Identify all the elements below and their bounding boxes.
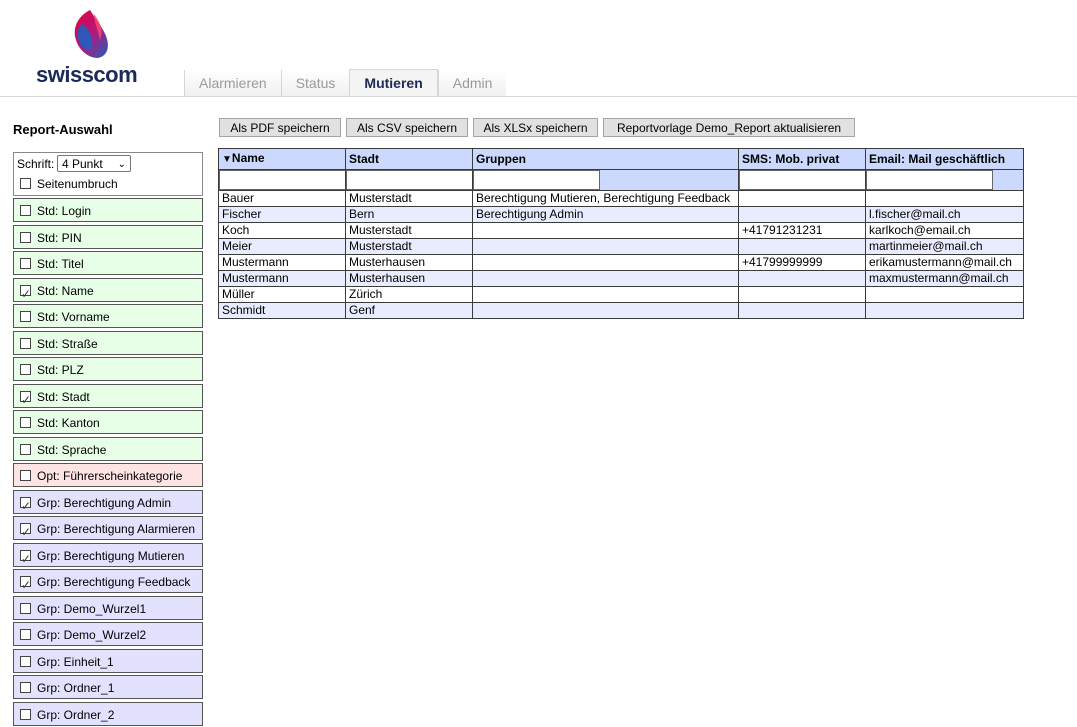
report-field-option[interactable]	[13, 516, 203, 540]
table-row[interactable]	[219, 255, 1024, 271]
table-cell: maxmustermann@mail.ch	[866, 271, 1024, 287]
table-row[interactable]	[219, 271, 1024, 287]
report-field-label: Grp: Ordner_1	[37, 681, 115, 695]
table-row[interactable]	[219, 287, 1024, 303]
table-cell	[473, 239, 739, 255]
filter-cell-name	[219, 170, 346, 191]
table-cell: Mustermann	[219, 271, 346, 287]
table-cell	[473, 255, 739, 271]
column-header-gruppen[interactable]: Gruppen	[473, 149, 739, 170]
font-settings-box	[13, 152, 203, 196]
table-cell: martinmeier@mail.ch	[866, 239, 1024, 255]
report-field-option[interactable]	[13, 304, 203, 328]
report-field-label: Grp: Demo_Wurzel1	[37, 602, 147, 616]
checkbox[interactable]	[20, 629, 31, 640]
column-header-name[interactable]: ▼Name	[219, 149, 346, 170]
table-cell: +41791231231	[739, 223, 866, 239]
pagebreak-checkbox[interactable]	[20, 178, 31, 189]
update-report-template-button[interactable]: Reportvorlage Demo_Report aktualisieren	[603, 118, 855, 137]
table-row[interactable]	[219, 207, 1024, 223]
checkbox[interactable]	[20, 258, 31, 269]
table-cell	[739, 191, 866, 207]
table-cell: Mustermann	[219, 255, 346, 271]
tab-admin[interactable]: Admin	[438, 70, 507, 96]
table-row[interactable]	[219, 303, 1024, 319]
column-header-sms[interactable]: SMS: Mob. privat	[739, 149, 866, 170]
report-field-label: Std: Login	[37, 204, 92, 218]
report-field-label: Grp: Demo_Wurzel2	[37, 628, 147, 642]
report-field-option[interactable]	[13, 384, 203, 408]
table-cell: l.fischer@mail.ch	[866, 207, 1024, 223]
table-cell: Koch	[219, 223, 346, 239]
table-cell: Musterhausen	[346, 271, 473, 287]
report-field-label: Std: Vorname	[37, 310, 110, 324]
table-cell	[739, 239, 866, 255]
filter-cell-email	[866, 170, 1024, 191]
report-field-option[interactable]	[13, 357, 203, 381]
filter-cell-stadt	[346, 170, 473, 191]
sort-desc-icon: ▼	[222, 154, 232, 165]
table-cell	[473, 223, 739, 239]
table-cell	[866, 303, 1024, 319]
column-header-email[interactable]: Email: Mail geschäftlich	[866, 149, 1024, 170]
report-field-option[interactable]	[13, 463, 203, 487]
tab-mutieren[interactable]: Mutieren	[349, 69, 437, 97]
swisscom-logo-mark-icon	[68, 8, 112, 60]
report-field-label: Std: Straße	[37, 337, 98, 351]
report-field-option[interactable]	[13, 437, 203, 461]
report-field-label: Std: Kanton	[37, 416, 100, 430]
checked-checkbox[interactable]	[20, 523, 31, 534]
table-cell: Bauer	[219, 191, 346, 207]
table-cell: karlkoch@email.ch	[866, 223, 1024, 239]
table-row[interactable]	[219, 223, 1024, 239]
table-cell: Musterstadt	[346, 223, 473, 239]
checkbox[interactable]	[20, 364, 31, 375]
checkbox[interactable]	[20, 338, 31, 349]
report-table-body	[219, 191, 1024, 319]
table-row[interactable]	[219, 239, 1024, 255]
checkbox[interactable]	[20, 311, 31, 322]
pagebreak-label: Seitenumbruch	[37, 177, 118, 191]
table-cell: Fischer	[219, 207, 346, 223]
save-csv-button[interactable]: Als CSV speichern	[346, 118, 468, 137]
table-row[interactable]	[219, 191, 1024, 207]
save-xlsx-button[interactable]: Als XLSx speichern	[473, 118, 598, 137]
table-header-row	[219, 149, 1024, 170]
table-cell: Genf	[346, 303, 473, 319]
report-field-option[interactable]	[13, 198, 203, 222]
table-cell: +41799999999	[739, 255, 866, 271]
table-cell: erikamustermann@mail.ch	[866, 255, 1024, 271]
main-tabs	[184, 70, 506, 97]
report-field-option[interactable]	[13, 278, 203, 302]
report-field-label: Grp: Berechtigung Mutieren	[37, 549, 185, 563]
report-field-option[interactable]	[13, 596, 203, 620]
report-field-option[interactable]	[13, 490, 203, 514]
report-field-option[interactable]	[13, 622, 203, 646]
font-size-label: Schrift:	[17, 157, 55, 171]
report-field-option[interactable]	[13, 225, 203, 249]
filter-input-sms[interactable]	[739, 170, 866, 190]
table-cell	[739, 271, 866, 287]
report-field-option[interactable]	[13, 331, 203, 355]
report-field-label: Std: PLZ	[37, 363, 84, 377]
checkbox[interactable]	[20, 682, 31, 693]
checked-checkbox[interactable]	[20, 576, 31, 587]
sidebar-title: Report-Auswahl	[13, 122, 113, 137]
table-cell: Müller	[219, 287, 346, 303]
filter-input-name[interactable]	[219, 170, 346, 190]
column-header-stadt[interactable]: Stadt	[346, 149, 473, 170]
tab-status[interactable]: Status	[281, 70, 350, 96]
filter-input-gruppen[interactable]	[473, 170, 600, 190]
table-cell: Berechtigung Admin	[473, 207, 739, 223]
report-field-label: Grp: Berechtigung Feedback	[37, 575, 191, 589]
checked-checkbox[interactable]	[20, 391, 31, 402]
checkbox[interactable]	[20, 603, 31, 614]
report-field-option[interactable]	[13, 251, 203, 275]
table-cell	[739, 287, 866, 303]
table-cell: Zürich	[346, 287, 473, 303]
table-cell	[473, 271, 739, 287]
report-field-label: Std: PIN	[37, 231, 82, 245]
checkbox[interactable]	[20, 205, 31, 216]
checkbox[interactable]	[20, 470, 31, 481]
tab-alarmieren[interactable]: Alarmieren	[184, 70, 281, 96]
save-pdf-button[interactable]: Als PDF speichern	[219, 118, 341, 137]
report-field-label: Grp: Berechtigung Alarmieren	[37, 522, 196, 536]
table-cell: Berechtigung Mutieren, Berechtigung Feedback	[473, 191, 739, 207]
checkbox[interactable]	[20, 656, 31, 667]
report-table	[218, 148, 1024, 319]
brand-name: swisscom	[36, 62, 138, 87]
filter-input-email[interactable]	[866, 170, 993, 190]
table-cell: Musterstadt	[346, 239, 473, 255]
checkbox[interactable]	[20, 709, 31, 720]
table-cell	[739, 303, 866, 319]
table-cell: Meier	[219, 239, 346, 255]
table-cell: Musterhausen	[346, 255, 473, 271]
report-field-label: Grp: Ordner_2	[37, 708, 115, 722]
table-cell	[473, 303, 739, 319]
report-field-option[interactable]	[13, 649, 203, 673]
table-cell: Schmidt	[219, 303, 346, 319]
checked-checkbox[interactable]	[20, 550, 31, 561]
report-field-label: Grp: Einheit_1	[37, 655, 114, 669]
report-field-label: Std: Stadt	[37, 390, 90, 404]
report-field-option[interactable]	[13, 702, 203, 726]
report-field-option[interactable]	[13, 410, 203, 434]
table-cell	[866, 287, 1024, 303]
header	[0, 0, 1077, 97]
table-cell	[739, 207, 866, 223]
chevron-down-icon: ⌄	[117, 159, 126, 170]
swisscom-logo[interactable]	[36, 8, 146, 88]
report-field-label: Grp: Berechtigung Admin	[37, 496, 172, 510]
report-field-option[interactable]	[13, 543, 203, 567]
report-field-option[interactable]	[13, 569, 203, 593]
font-size-select[interactable]	[57, 155, 131, 172]
table-cell: Bern	[346, 207, 473, 223]
checked-checkbox[interactable]	[20, 497, 31, 508]
report-field-label: Std: Sprache	[37, 443, 107, 457]
table-cell: Musterstadt	[346, 191, 473, 207]
table-cell	[473, 287, 739, 303]
checkbox[interactable]	[20, 417, 31, 428]
font-size-value: 4 Punkt	[62, 157, 103, 171]
filter-input-stadt[interactable]	[346, 170, 473, 190]
pagebreak-option[interactable]	[20, 177, 118, 191]
report-field-label: Opt: Führerscheinkategorie	[37, 469, 183, 483]
report-field-option[interactable]	[13, 675, 203, 699]
header-divider	[0, 96, 1077, 97]
filter-row	[219, 170, 1024, 191]
filter-cell-gruppen	[473, 170, 739, 191]
report-field-label: Std: Titel	[37, 257, 84, 271]
checkbox[interactable]	[20, 232, 31, 243]
table-cell	[866, 191, 1024, 207]
report-field-label: Std: Name	[37, 284, 94, 298]
checked-checkbox[interactable]	[20, 285, 31, 296]
checkbox[interactable]	[20, 444, 31, 455]
filter-cell-sms	[739, 170, 866, 191]
